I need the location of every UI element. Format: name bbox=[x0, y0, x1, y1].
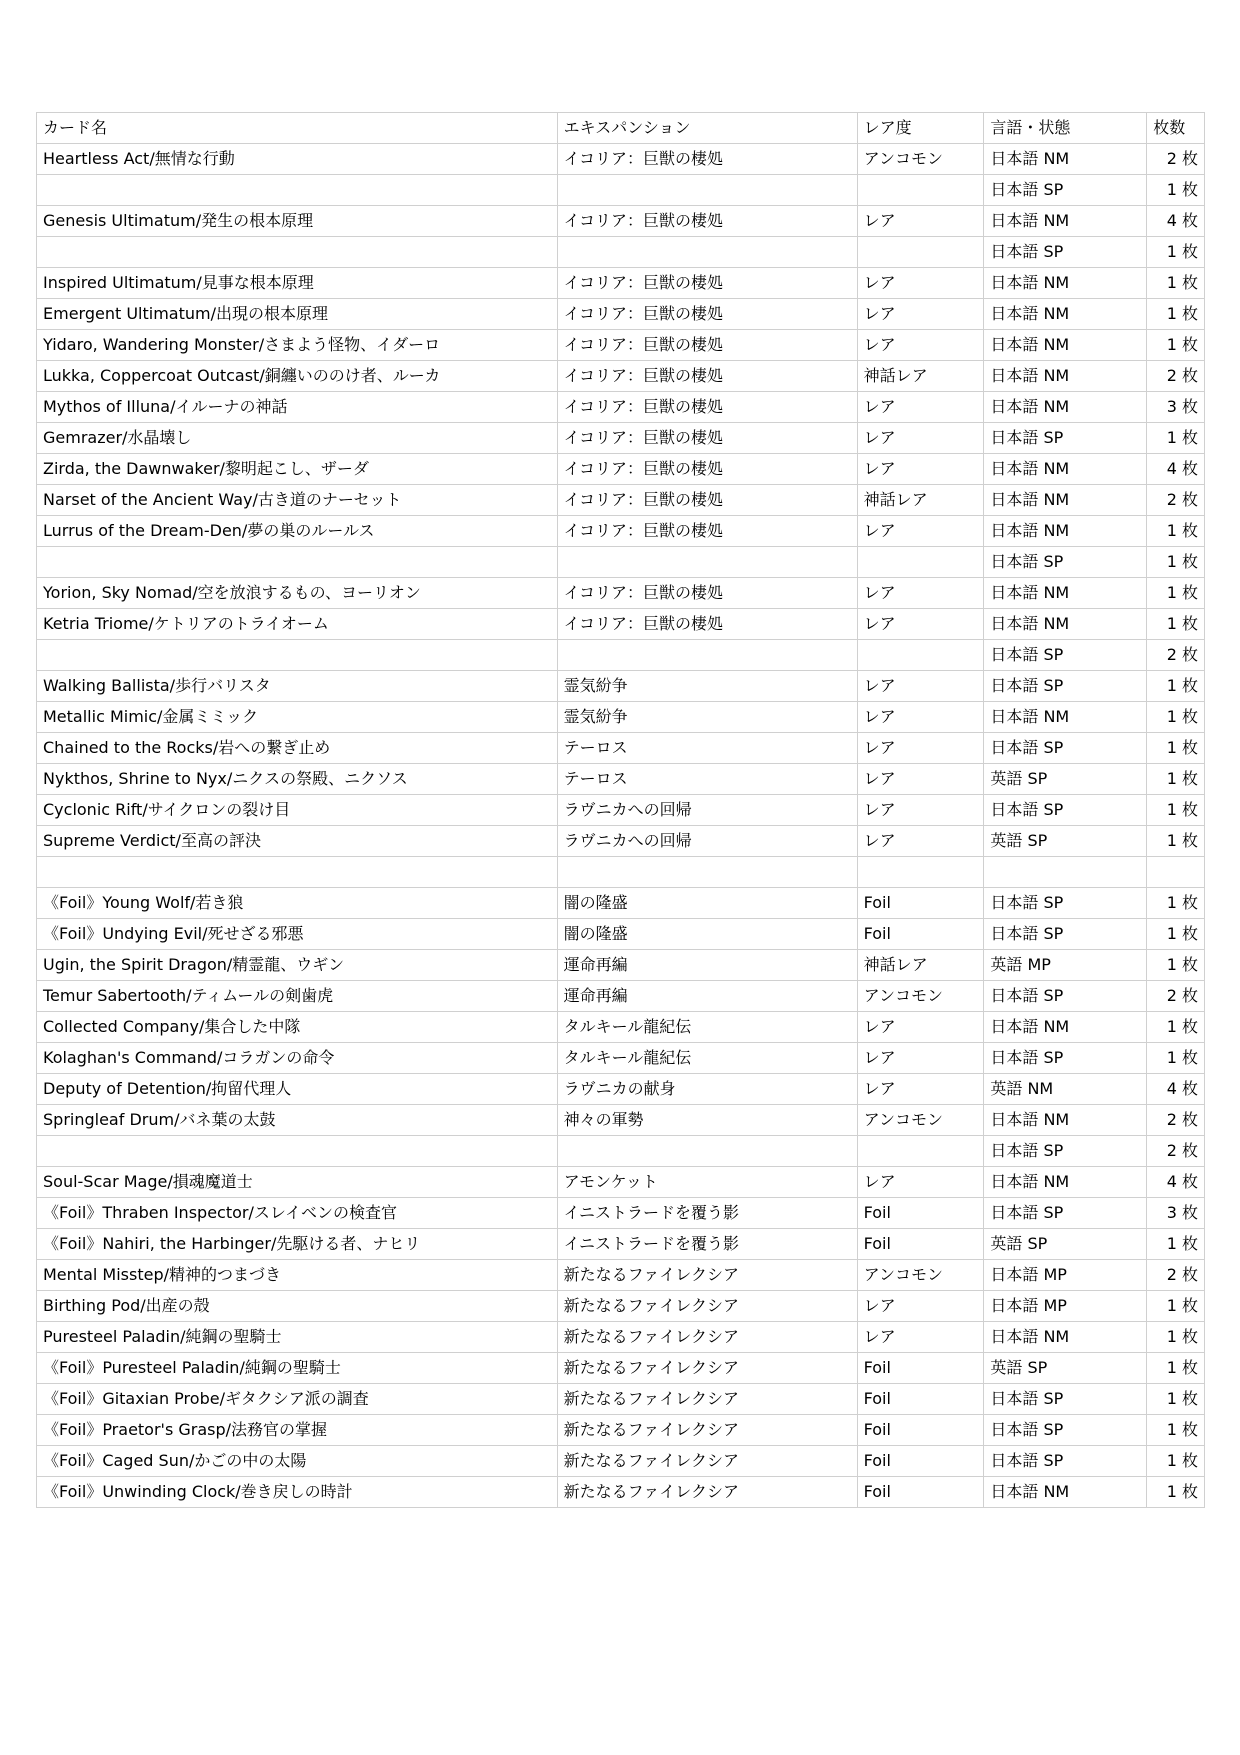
cell-quantity: 1 枚 bbox=[1147, 1353, 1205, 1384]
cell-rarity: アンコモン bbox=[857, 1105, 984, 1136]
cell-quantity: 1 枚 bbox=[1147, 423, 1205, 454]
cell-language-condition: 日本語 NM bbox=[984, 1167, 1147, 1198]
cell-rarity: レア bbox=[857, 733, 984, 764]
cell-language-condition: 英語 SP bbox=[984, 764, 1147, 795]
cell-quantity: 4 枚 bbox=[1147, 206, 1205, 237]
table-row bbox=[37, 578, 1205, 609]
cell-expansion: 新たなるファイレクシア bbox=[557, 1322, 857, 1353]
cell-rarity bbox=[857, 1136, 984, 1167]
cell-quantity: 2 枚 bbox=[1147, 981, 1205, 1012]
cell-card-name: 《Foil》Young Wolf/若き狼 bbox=[37, 888, 558, 919]
table-row bbox=[37, 485, 1205, 516]
cell-quantity: 1 枚 bbox=[1147, 764, 1205, 795]
cell-quantity: 1 枚 bbox=[1147, 1229, 1205, 1260]
table-row bbox=[37, 1012, 1205, 1043]
cell-expansion: イコリア：巨獣の棲処 bbox=[557, 516, 857, 547]
cell-rarity bbox=[857, 640, 984, 671]
cell-quantity: 1 枚 bbox=[1147, 702, 1205, 733]
cell-quantity: 1 枚 bbox=[1147, 1012, 1205, 1043]
cell-rarity: Foil bbox=[857, 1198, 984, 1229]
cell-quantity: 1 枚 bbox=[1147, 609, 1205, 640]
cell-card-name: Chained to the Rocks/岩への繋ぎ止め bbox=[37, 733, 558, 764]
cell-language-condition: 日本語 NM bbox=[984, 609, 1147, 640]
cell-language-condition: 日本語 MP bbox=[984, 1291, 1147, 1322]
table-row bbox=[37, 454, 1205, 485]
cell-card-name: Supreme Verdict/至高の評決 bbox=[37, 826, 558, 857]
cell-quantity: 2 枚 bbox=[1147, 144, 1205, 175]
cell-quantity: 1 枚 bbox=[1147, 1043, 1205, 1074]
cell-quantity: 1 枚 bbox=[1147, 950, 1205, 981]
cell-rarity: Foil bbox=[857, 1229, 984, 1260]
cell-card-name bbox=[37, 857, 558, 888]
cell-quantity: 1 枚 bbox=[1147, 1322, 1205, 1353]
cell-quantity: 1 枚 bbox=[1147, 733, 1205, 764]
cell-card-name: Walking Ballista/歩行バリスタ bbox=[37, 671, 558, 702]
table-row bbox=[37, 1198, 1205, 1229]
cell-card-name: Kolaghan's Command/コラガンの命令 bbox=[37, 1043, 558, 1074]
table-row bbox=[37, 888, 1205, 919]
table-row bbox=[37, 361, 1205, 392]
cell-quantity: 2 枚 bbox=[1147, 640, 1205, 671]
table-row bbox=[37, 981, 1205, 1012]
cell-card-name: Puresteel Paladin/純鋼の聖騎士 bbox=[37, 1322, 558, 1353]
cell-expansion: 新たなるファイレクシア bbox=[557, 1415, 857, 1446]
card-inventory-table bbox=[36, 112, 1205, 1508]
cell-rarity: レア bbox=[857, 578, 984, 609]
cell-expansion: タルキール龍紀伝 bbox=[557, 1012, 857, 1043]
cell-quantity: 1 枚 bbox=[1147, 268, 1205, 299]
cell-quantity: 1 枚 bbox=[1147, 671, 1205, 702]
cell-card-name: Mythos of Illuna/イルーナの神話 bbox=[37, 392, 558, 423]
cell-card-name: Temur Sabertooth/ティムールの剣歯虎 bbox=[37, 981, 558, 1012]
cell-card-name bbox=[37, 547, 558, 578]
cell-rarity: Foil bbox=[857, 1353, 984, 1384]
cell-expansion: イコリア：巨獣の棲処 bbox=[557, 485, 857, 516]
cell-expansion: ラヴニカへの回帰 bbox=[557, 795, 857, 826]
cell-quantity: 1 枚 bbox=[1147, 1291, 1205, 1322]
cell-quantity: 4 枚 bbox=[1147, 1167, 1205, 1198]
cell-quantity: 2 枚 bbox=[1147, 1260, 1205, 1291]
cell-card-name: 《Foil》Nahiri, the Harbinger/先駆ける者、ナヒリ bbox=[37, 1229, 558, 1260]
cell-expansion: イコリア：巨獣の棲処 bbox=[557, 578, 857, 609]
cell-language-condition: 日本語 SP bbox=[984, 733, 1147, 764]
cell-rarity: レア bbox=[857, 268, 984, 299]
cell-language-condition: 日本語 SP bbox=[984, 1384, 1147, 1415]
cell-language-condition: 日本語 SP bbox=[984, 888, 1147, 919]
header-card-name: カード名 bbox=[37, 113, 558, 144]
cell-language-condition: 英語 SP bbox=[984, 1229, 1147, 1260]
cell-rarity: Foil bbox=[857, 1477, 984, 1508]
table-row bbox=[37, 1167, 1205, 1198]
cell-expansion: 闇の隆盛 bbox=[557, 919, 857, 950]
table-row bbox=[37, 1291, 1205, 1322]
table-row bbox=[37, 392, 1205, 423]
cell-rarity: レア bbox=[857, 1012, 984, 1043]
table-row bbox=[37, 640, 1205, 671]
cell-card-name: Inspired Ultimatum/見事な根本原理 bbox=[37, 268, 558, 299]
cell-rarity bbox=[857, 237, 984, 268]
cell-expansion bbox=[557, 175, 857, 206]
cell-language-condition: 日本語 SP bbox=[984, 671, 1147, 702]
cell-language-condition: 日本語 SP bbox=[984, 1415, 1147, 1446]
table-row bbox=[37, 609, 1205, 640]
cell-language-condition: 日本語 SP bbox=[984, 1043, 1147, 1074]
cell-quantity: 1 枚 bbox=[1147, 578, 1205, 609]
table-row bbox=[37, 1260, 1205, 1291]
cell-quantity: 4 枚 bbox=[1147, 454, 1205, 485]
cell-rarity bbox=[857, 857, 984, 888]
cell-quantity: 1 枚 bbox=[1147, 1477, 1205, 1508]
cell-language-condition: 日本語 NM bbox=[984, 1322, 1147, 1353]
cell-rarity: アンコモン bbox=[857, 981, 984, 1012]
table-row bbox=[37, 826, 1205, 857]
table-row bbox=[37, 1074, 1205, 1105]
table-row bbox=[37, 1384, 1205, 1415]
cell-expansion: イコリア：巨獣の棲処 bbox=[557, 299, 857, 330]
cell-expansion: 運命再編 bbox=[557, 950, 857, 981]
table-row bbox=[37, 1322, 1205, 1353]
table-body bbox=[37, 144, 1205, 1508]
cell-language-condition: 日本語 SP bbox=[984, 919, 1147, 950]
table-row bbox=[37, 1446, 1205, 1477]
cell-card-name: 《Foil》Puresteel Paladin/純鋼の聖騎士 bbox=[37, 1353, 558, 1384]
cell-card-name: Yorion, Sky Nomad/空を放浪するもの、ヨーリオン bbox=[37, 578, 558, 609]
cell-card-name: Soul-Scar Mage/損魂魔道士 bbox=[37, 1167, 558, 1198]
table-row bbox=[37, 1136, 1205, 1167]
cell-quantity: 1 枚 bbox=[1147, 1415, 1205, 1446]
cell-rarity: レア bbox=[857, 299, 984, 330]
cell-quantity: 1 枚 bbox=[1147, 299, 1205, 330]
cell-rarity: レア bbox=[857, 1074, 984, 1105]
table-row bbox=[37, 950, 1205, 981]
cell-expansion: テーロス bbox=[557, 733, 857, 764]
cell-quantity: 3 枚 bbox=[1147, 1198, 1205, 1229]
cell-expansion: タルキール龍紀伝 bbox=[557, 1043, 857, 1074]
cell-expansion: イコリア：巨獣の棲処 bbox=[557, 330, 857, 361]
cell-rarity: Foil bbox=[857, 888, 984, 919]
cell-rarity: レア bbox=[857, 330, 984, 361]
table-row bbox=[37, 1105, 1205, 1136]
cell-card-name: Collected Company/集合した中隊 bbox=[37, 1012, 558, 1043]
cell-quantity: 2 枚 bbox=[1147, 485, 1205, 516]
cell-quantity: 2 枚 bbox=[1147, 361, 1205, 392]
cell-quantity: 1 枚 bbox=[1147, 547, 1205, 578]
cell-rarity: レア bbox=[857, 826, 984, 857]
cell-expansion: 新たなるファイレクシア bbox=[557, 1291, 857, 1322]
cell-language-condition: 日本語 NM bbox=[984, 330, 1147, 361]
table-row bbox=[37, 857, 1205, 888]
cell-quantity: 1 枚 bbox=[1147, 516, 1205, 547]
cell-expansion: 新たなるファイレクシア bbox=[557, 1384, 857, 1415]
cell-rarity: レア bbox=[857, 1291, 984, 1322]
cell-rarity: Foil bbox=[857, 919, 984, 950]
cell-rarity: Foil bbox=[857, 1415, 984, 1446]
cell-language-condition: 日本語 NM bbox=[984, 206, 1147, 237]
cell-rarity: 神話レア bbox=[857, 485, 984, 516]
header-rarity: レア度 bbox=[857, 113, 984, 144]
cell-language-condition bbox=[984, 857, 1147, 888]
cell-card-name: Nykthos, Shrine to Nyx/ニクスの祭殿、ニクソス bbox=[37, 764, 558, 795]
cell-language-condition: 日本語 NM bbox=[984, 268, 1147, 299]
cell-expansion bbox=[557, 547, 857, 578]
cell-language-condition: 日本語 SP bbox=[984, 423, 1147, 454]
cell-language-condition: 日本語 NM bbox=[984, 299, 1147, 330]
cell-language-condition: 日本語 SP bbox=[984, 547, 1147, 578]
cell-language-condition: 日本語 SP bbox=[984, 981, 1147, 1012]
cell-card-name: Ugin, the Spirit Dragon/精霊龍、ウギン bbox=[37, 950, 558, 981]
cell-quantity bbox=[1147, 857, 1205, 888]
cell-language-condition: 日本語 SP bbox=[984, 640, 1147, 671]
cell-expansion: イコリア：巨獣の棲処 bbox=[557, 454, 857, 485]
cell-card-name bbox=[37, 640, 558, 671]
cell-card-name: Birthing Pod/出産の殻 bbox=[37, 1291, 558, 1322]
cell-quantity: 1 枚 bbox=[1147, 826, 1205, 857]
cell-expansion: 新たなるファイレクシア bbox=[557, 1446, 857, 1477]
cell-card-name: Emergent Ultimatum/出現の根本原理 bbox=[37, 299, 558, 330]
cell-card-name: 《Foil》Undying Evil/死せざる邪悪 bbox=[37, 919, 558, 950]
cell-rarity: アンコモン bbox=[857, 1260, 984, 1291]
cell-quantity: 2 枚 bbox=[1147, 1105, 1205, 1136]
cell-expansion: 闇の隆盛 bbox=[557, 888, 857, 919]
cell-expansion: イコリア：巨獣の棲処 bbox=[557, 206, 857, 237]
header-row bbox=[37, 113, 1205, 144]
table-row bbox=[37, 1353, 1205, 1384]
table-row bbox=[37, 237, 1205, 268]
cell-expansion: 霊気紛争 bbox=[557, 702, 857, 733]
header-expansion: エキスパンション bbox=[557, 113, 857, 144]
cell-expansion: イコリア：巨獣の棲処 bbox=[557, 609, 857, 640]
cell-card-name: Springleaf Drum/バネ葉の太鼓 bbox=[37, 1105, 558, 1136]
table-row bbox=[37, 175, 1205, 206]
cell-card-name: Heartless Act/無情な行動 bbox=[37, 144, 558, 175]
table-row bbox=[37, 299, 1205, 330]
cell-language-condition: 英語 MP bbox=[984, 950, 1147, 981]
cell-language-condition: 日本語 NM bbox=[984, 454, 1147, 485]
table-row bbox=[37, 516, 1205, 547]
cell-language-condition: 日本語 SP bbox=[984, 1446, 1147, 1477]
cell-rarity bbox=[857, 175, 984, 206]
table-row bbox=[37, 1477, 1205, 1508]
cell-language-condition: 日本語 NM bbox=[984, 1012, 1147, 1043]
cell-language-condition: 英語 NM bbox=[984, 1074, 1147, 1105]
table-row bbox=[37, 423, 1205, 454]
cell-expansion: 新たなるファイレクシア bbox=[557, 1260, 857, 1291]
cell-expansion: イコリア：巨獣の棲処 bbox=[557, 144, 857, 175]
cell-card-name: Metallic Mimic/金属ミミック bbox=[37, 702, 558, 733]
cell-rarity: レア bbox=[857, 1322, 984, 1353]
cell-language-condition: 日本語 SP bbox=[984, 237, 1147, 268]
cell-rarity: レア bbox=[857, 206, 984, 237]
table-row bbox=[37, 1229, 1205, 1260]
cell-language-condition: 日本語 MP bbox=[984, 1260, 1147, 1291]
table-row bbox=[37, 795, 1205, 826]
cell-rarity: レア bbox=[857, 1043, 984, 1074]
cell-expansion: 神々の軍勢 bbox=[557, 1105, 857, 1136]
cell-rarity: レア bbox=[857, 392, 984, 423]
cell-language-condition: 日本語 NM bbox=[984, 361, 1147, 392]
table-row bbox=[37, 330, 1205, 361]
cell-expansion: 運命再編 bbox=[557, 981, 857, 1012]
cell-card-name: 《Foil》Praetor's Grasp/法務官の掌握 bbox=[37, 1415, 558, 1446]
cell-card-name: 《Foil》Caged Sun/かごの中の太陽 bbox=[37, 1446, 558, 1477]
cell-card-name: Yidaro, Wandering Monster/さまよう怪物、イダーロ bbox=[37, 330, 558, 361]
cell-rarity: レア bbox=[857, 423, 984, 454]
cell-rarity: レア bbox=[857, 764, 984, 795]
cell-language-condition: 日本語 SP bbox=[984, 1198, 1147, 1229]
cell-rarity: 神話レア bbox=[857, 950, 984, 981]
cell-card-name: Lukka, Coppercoat Outcast/銅纏いののけ者、ルーカ bbox=[37, 361, 558, 392]
cell-rarity: レア bbox=[857, 609, 984, 640]
cell-expansion: イコリア：巨獣の棲処 bbox=[557, 361, 857, 392]
cell-quantity: 4 枚 bbox=[1147, 1074, 1205, 1105]
cell-card-name: Narset of the Ancient Way/古き道のナーセット bbox=[37, 485, 558, 516]
cell-rarity: Foil bbox=[857, 1446, 984, 1477]
cell-quantity: 1 枚 bbox=[1147, 919, 1205, 950]
cell-expansion: イコリア：巨獣の棲処 bbox=[557, 423, 857, 454]
cell-card-name: 《Foil》Unwinding Clock/巻き戻しの時計 bbox=[37, 1477, 558, 1508]
cell-quantity: 1 枚 bbox=[1147, 330, 1205, 361]
cell-expansion: 新たなるファイレクシア bbox=[557, 1477, 857, 1508]
cell-language-condition: 日本語 NM bbox=[984, 578, 1147, 609]
cell-language-condition: 日本語 NM bbox=[984, 1477, 1147, 1508]
table-row bbox=[37, 547, 1205, 578]
table-row bbox=[37, 671, 1205, 702]
table-row bbox=[37, 764, 1205, 795]
cell-rarity: 神話レア bbox=[857, 361, 984, 392]
cell-expansion bbox=[557, 237, 857, 268]
cell-quantity: 1 枚 bbox=[1147, 175, 1205, 206]
cell-rarity bbox=[857, 547, 984, 578]
cell-expansion: 新たなるファイレクシア bbox=[557, 1353, 857, 1384]
cell-expansion: アモンケット bbox=[557, 1167, 857, 1198]
cell-rarity: レア bbox=[857, 1167, 984, 1198]
cell-quantity: 1 枚 bbox=[1147, 1384, 1205, 1415]
cell-expansion bbox=[557, 640, 857, 671]
cell-expansion bbox=[557, 1136, 857, 1167]
cell-card-name: Mental Misstep/精神的つまづき bbox=[37, 1260, 558, 1291]
cell-card-name: 《Foil》Gitaxian Probe/ギタクシア派の調査 bbox=[37, 1384, 558, 1415]
cell-language-condition: 日本語 NM bbox=[984, 144, 1147, 175]
table-row bbox=[37, 144, 1205, 175]
table-row bbox=[37, 733, 1205, 764]
cell-expansion: テーロス bbox=[557, 764, 857, 795]
cell-card-name: 《Foil》Thraben Inspector/スレイベンの検査官 bbox=[37, 1198, 558, 1229]
cell-card-name bbox=[37, 237, 558, 268]
table-row bbox=[37, 268, 1205, 299]
cell-expansion bbox=[557, 857, 857, 888]
cell-quantity: 3 枚 bbox=[1147, 392, 1205, 423]
cell-rarity: レア bbox=[857, 516, 984, 547]
cell-rarity: レア bbox=[857, 454, 984, 485]
cell-quantity: 1 枚 bbox=[1147, 795, 1205, 826]
cell-quantity: 1 枚 bbox=[1147, 1446, 1205, 1477]
cell-expansion: ラヴニカへの回帰 bbox=[557, 826, 857, 857]
cell-card-name bbox=[37, 175, 558, 206]
cell-card-name: Deputy of Detention/拘留代理人 bbox=[37, 1074, 558, 1105]
cell-card-name: Zirda, the Dawnwaker/黎明起こし、ザーダ bbox=[37, 454, 558, 485]
cell-language-condition: 日本語 SP bbox=[984, 1136, 1147, 1167]
cell-language-condition: 日本語 NM bbox=[984, 485, 1147, 516]
cell-rarity: Foil bbox=[857, 1384, 984, 1415]
cell-expansion: イコリア：巨獣の棲処 bbox=[557, 392, 857, 423]
header-language-condition: 言語・状態 bbox=[984, 113, 1147, 144]
cell-rarity: レア bbox=[857, 795, 984, 826]
cell-language-condition: 日本語 SP bbox=[984, 175, 1147, 206]
cell-card-name: Lurrus of the Dream-Den/夢の巣のルールス bbox=[37, 516, 558, 547]
cell-rarity: レア bbox=[857, 671, 984, 702]
cell-quantity: 1 枚 bbox=[1147, 888, 1205, 919]
cell-rarity: レア bbox=[857, 702, 984, 733]
cell-card-name: Genesis Ultimatum/発生の根本原理 bbox=[37, 206, 558, 237]
cell-language-condition: 日本語 NM bbox=[984, 1105, 1147, 1136]
cell-card-name: Gemrazer/水晶壊し bbox=[37, 423, 558, 454]
table-row bbox=[37, 1043, 1205, 1074]
cell-quantity: 1 枚 bbox=[1147, 237, 1205, 268]
cell-language-condition: 英語 SP bbox=[984, 1353, 1147, 1384]
cell-expansion: イニストラードを覆う影 bbox=[557, 1229, 857, 1260]
table-row bbox=[37, 702, 1205, 733]
table-row bbox=[37, 1415, 1205, 1446]
header-quantity: 枚数 bbox=[1147, 113, 1205, 144]
table-row bbox=[37, 206, 1205, 237]
table-row bbox=[37, 919, 1205, 950]
cell-rarity: アンコモン bbox=[857, 144, 984, 175]
cell-language-condition: 日本語 SP bbox=[984, 795, 1147, 826]
cell-card-name: Ketria Triome/ケトリアのトライオーム bbox=[37, 609, 558, 640]
cell-language-condition: 日本語 NM bbox=[984, 702, 1147, 733]
cell-expansion: イニストラードを覆う影 bbox=[557, 1198, 857, 1229]
cell-language-condition: 日本語 NM bbox=[984, 392, 1147, 423]
cell-card-name bbox=[37, 1136, 558, 1167]
cell-language-condition: 英語 SP bbox=[984, 826, 1147, 857]
cell-card-name: Cyclonic Rift/サイクロンの裂け目 bbox=[37, 795, 558, 826]
cell-quantity: 2 枚 bbox=[1147, 1136, 1205, 1167]
cell-expansion: ラヴニカの献身 bbox=[557, 1074, 857, 1105]
cell-expansion: イコリア：巨獣の棲処 bbox=[557, 268, 857, 299]
cell-language-condition: 日本語 NM bbox=[984, 516, 1147, 547]
cell-expansion: 霊気紛争 bbox=[557, 671, 857, 702]
